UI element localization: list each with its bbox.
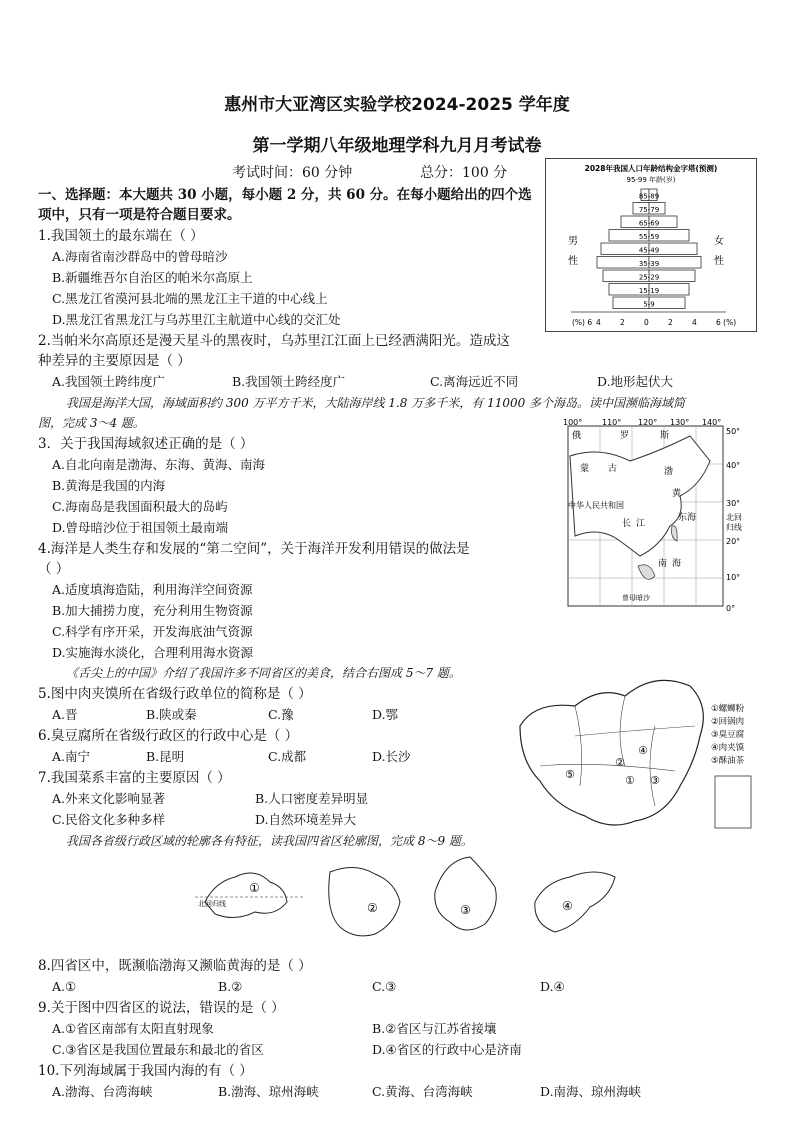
map-label-east-sea: 东海 bbox=[678, 513, 697, 523]
title-line2: 第一学期八年级地理学科九月月考试卷 bbox=[252, 136, 542, 156]
q4-stem-line2: （ ） bbox=[38, 561, 70, 577]
q10-option-c[interactable]: C.黄海、台湾海峡 bbox=[372, 1084, 473, 1099]
q4-option-c[interactable]: C.科学有序开采，开发海底油气资源 bbox=[52, 624, 253, 639]
q2-option-b[interactable]: B.我国领土跨经度广 bbox=[232, 374, 346, 389]
map-lat-40: 40° bbox=[726, 461, 741, 470]
map-label-zengmu: 曾母暗沙 bbox=[622, 594, 650, 602]
food-legend-4: ④肉夹馍 bbox=[711, 743, 745, 753]
pyramid-male-label-1: 男 bbox=[568, 236, 578, 247]
total-score: 总分：100 分 bbox=[420, 165, 508, 181]
outline-label-3: ③ bbox=[460, 903, 471, 917]
pyramid-age-label: 85-89 bbox=[638, 192, 660, 201]
food-marker-4: ④ bbox=[638, 744, 648, 757]
pyramid-female-label-2: 性 bbox=[714, 256, 724, 267]
map-label-mongolia-2: 古 bbox=[608, 464, 618, 474]
q2-option-d[interactable]: D.地形起伏大 bbox=[597, 374, 674, 389]
q8-option-c[interactable]: C.③ bbox=[372, 979, 397, 994]
q6-option-c[interactable]: C.成都 bbox=[268, 749, 307, 764]
q2-option-c[interactable]: C.离海远近不同 bbox=[430, 374, 519, 389]
map-lat-0: 0° bbox=[726, 604, 736, 613]
pyramid-tick-5: 4 bbox=[692, 318, 697, 327]
pyramid-age-label: 55-59 bbox=[638, 233, 660, 241]
pyramid-age-label: 5-9 bbox=[643, 300, 655, 309]
title-line1: 惠州市大亚湾区实验学校2024-2025 学年度 bbox=[224, 95, 570, 115]
q6-option-d[interactable]: D.长沙 bbox=[372, 749, 411, 764]
map-label-south-2: 海 bbox=[672, 559, 682, 569]
q3-option-c[interactable]: C.海南岛是我国面积最大的岛屿 bbox=[52, 499, 228, 514]
q5-option-a[interactable]: A.晋 bbox=[52, 707, 78, 722]
q5-option-c[interactable]: C.豫 bbox=[268, 707, 294, 722]
pyramid-age-label: 25-29 bbox=[638, 273, 660, 282]
q10-option-d[interactable]: D.南海、琼州海峡 bbox=[540, 1084, 642, 1099]
q8-stem: 8.四省区中，既濒临渤海又濒临黄海的是（ ） bbox=[38, 958, 312, 974]
food-marker-3: ③ bbox=[650, 774, 660, 787]
food-marker-2: ② bbox=[615, 756, 625, 769]
pyramid-tick-1: 4 bbox=[596, 318, 601, 327]
q9-option-d[interactable]: D.④省区的行政中心是济南 bbox=[372, 1042, 522, 1057]
q1-option-a[interactable]: A.海南省南沙群岛中的曾母暗沙 bbox=[52, 249, 228, 264]
q7-option-c[interactable]: C.民俗文化多种多样 bbox=[52, 812, 166, 827]
population-pyramid-figure bbox=[545, 158, 757, 332]
q4-option-b[interactable]: B.加大捕捞力度，充分利用生物资源 bbox=[52, 603, 253, 618]
q1-option-c[interactable]: C.黑龙江省漠河县北端的黑龙江主干道的中心线上 bbox=[52, 291, 328, 306]
outline-tropic-label: 北回归线 bbox=[198, 900, 226, 908]
china-food-map bbox=[515, 666, 760, 836]
q9-stem: 9.关于图中四省区的说法，错误的是（ ） bbox=[38, 1000, 285, 1016]
map-label-changjiang-2: 江 bbox=[636, 519, 646, 529]
intro-3-4-line2: 图，完成 3～4 题。 bbox=[38, 416, 145, 430]
q1-option-d[interactable]: D.黑龙江省黑龙江与乌苏里江主航道中心线的交汇处 bbox=[52, 312, 341, 327]
q3-option-b[interactable]: B.黄海是我国的内海 bbox=[52, 478, 166, 493]
map-label-russia-3: 斯 bbox=[660, 431, 670, 441]
map-label-prc: 中华人民共和国 bbox=[568, 501, 624, 510]
pyramid-tick-2: 2 bbox=[620, 318, 625, 327]
food-marker-5: ⑤ bbox=[565, 768, 575, 781]
china-seas-map bbox=[560, 416, 760, 616]
q4-stem-line1: 4.海洋是人类生存和发展的“第二空间”，关于海洋开发利用错误的做法是 bbox=[38, 541, 470, 557]
q5-stem: 5.图中肉夹馍所在省级行政单位的简称是（ ） bbox=[38, 686, 312, 702]
q1-option-b[interactable]: B.新疆维吾尔自治区的帕米尔高原上 bbox=[52, 270, 253, 285]
pyramid-male-label-2: 性 bbox=[568, 256, 578, 267]
map-label-russia-1: 俄 bbox=[572, 431, 582, 441]
intro-3-4-line1: 我国是海洋大国，海域面积约 300 万平方千米，大陆海岸线 1.8 万多千米，有 11000 多个海岛。读中国濒临海域简 bbox=[66, 396, 686, 410]
map-label-south-1: 南 bbox=[658, 559, 668, 569]
q2-stem-line2: 种差异的主要原因是（ ） bbox=[38, 353, 191, 369]
q8-option-a[interactable]: A.① bbox=[52, 979, 77, 994]
pyramid-tick-6: 6 (%) bbox=[716, 318, 737, 327]
map-tropic-1: 北回 bbox=[726, 513, 742, 522]
q4-option-a[interactable]: A.适度填海造陆，利用海洋空间资源 bbox=[52, 582, 253, 597]
food-legend-3: ③臭豆腐 bbox=[711, 730, 745, 740]
pyramid-age-label: 45-49 bbox=[638, 246, 660, 255]
q10-option-a[interactable]: A.渤海、台湾海峡 bbox=[52, 1084, 153, 1099]
q7-option-a[interactable]: A.外来文化影响显著 bbox=[52, 791, 166, 806]
intro-8-9: 我国各省级行政区域的轮廓各有特征，读我国四省区轮廓图，完成 8～9 题。 bbox=[66, 834, 473, 848]
q8-option-b[interactable]: B.② bbox=[218, 979, 243, 994]
map-lat-30: 30° bbox=[726, 499, 741, 508]
q3-stem: 3．关于我国海域叙述正确的是（ ） bbox=[38, 436, 254, 452]
exam-time: 考试时间：60 分钟 bbox=[232, 165, 353, 181]
outline-label-4: ④ bbox=[562, 899, 573, 913]
q6-option-a[interactable]: A.南宁 bbox=[52, 749, 91, 764]
q7-option-b[interactable]: B.人口密度差异明显 bbox=[255, 791, 369, 806]
q6-stem: 6.臭豆腐所在省级行政区的行政中心是（ ） bbox=[38, 728, 299, 744]
q5-option-d[interactable]: D.鄂 bbox=[372, 707, 399, 722]
pyramid-tick-3: 0 bbox=[644, 318, 649, 327]
map-lat-10: 10° bbox=[726, 573, 741, 582]
q3-option-d[interactable]: D.曾母暗沙位于祖国领土最南端 bbox=[52, 520, 229, 535]
map-label-yellow: 黄 bbox=[672, 489, 682, 499]
q2-option-a[interactable]: A.我国领土跨纬度广 bbox=[52, 374, 166, 389]
pyramid-age-label: 65-69 bbox=[638, 219, 660, 228]
pyramid-age-label: 35-39 bbox=[638, 260, 660, 268]
map-lon-110: 110° bbox=[602, 418, 622, 427]
province-outlines-figure bbox=[195, 852, 625, 950]
food-legend-2: ②回锅肉 bbox=[711, 717, 745, 727]
food-legend-1: ①螺蛳粉 bbox=[711, 704, 745, 714]
q2-stem-line1: 2.当帕米尔高原还是漫天星斗的黑夜时，乌苏里江江面上已经洒满阳光。造成这 bbox=[38, 333, 510, 349]
q10-stem: 10.下列海域属于我国内海的有（ ） bbox=[38, 1063, 253, 1079]
food-legend-5: ⑤酥油茶 bbox=[711, 756, 745, 766]
q7-stem: 7.我国菜系丰富的主要原因（ ） bbox=[38, 770, 231, 786]
section-heading-line2: 项中，只有一项是符合题目要求。 bbox=[38, 207, 241, 223]
food-marker-1: ① bbox=[625, 774, 635, 787]
map-tropic-2: 归线 bbox=[726, 523, 742, 532]
q5-option-b[interactable]: B.陕或秦 bbox=[146, 707, 197, 722]
map-lat-50: 50° bbox=[726, 427, 741, 436]
map-lon-140: 140° bbox=[702, 418, 722, 427]
q10-option-b[interactable]: B.渤海、琼州海峡 bbox=[218, 1084, 319, 1099]
map-label-mongolia-1: 蒙 bbox=[580, 464, 590, 474]
pyramid-age-label: 15-19 bbox=[638, 287, 660, 295]
q9-option-b[interactable]: B.②省区与江苏省接壤 bbox=[372, 1021, 497, 1036]
q7-option-d[interactable]: D.自然环境差异大 bbox=[255, 812, 357, 827]
map-label-changjiang-1: 长 bbox=[622, 519, 632, 529]
map-label-bohai: 渤 bbox=[664, 467, 674, 477]
q8-option-d[interactable]: D.④ bbox=[540, 979, 565, 994]
map-lon-130: 130° bbox=[670, 418, 690, 427]
outline-label-2: ② bbox=[367, 901, 378, 915]
intro-5-7: 《舌尖上的中国》介绍了我国许多不同省区的美食，结合右图成 5～7 题。 bbox=[66, 666, 461, 680]
pyramid-tick-4: 2 bbox=[668, 318, 673, 327]
q3-option-a[interactable]: A.自北向南是渤海、东海、黄海、南海 bbox=[52, 457, 266, 472]
pyramid-title: 2028年我国人口年龄结构金字塔(预测) bbox=[584, 164, 718, 173]
pyramid-age-unit: 95-99 年龄(岁) bbox=[626, 176, 676, 184]
q9-option-a[interactable]: A.①省区南部有太阳直射现象 bbox=[52, 1021, 214, 1036]
outline-label-1: ① bbox=[249, 881, 260, 895]
pyramid-tick-0: (%) 6 bbox=[572, 318, 593, 327]
section-heading-line1: 一、选择题：本大题共 30 小题，每小题 2 分，共 60 分。在每小题给出的四个选 bbox=[38, 187, 532, 203]
pyramid-female-label-1: 女 bbox=[714, 236, 724, 247]
map-lat-20: 20° bbox=[726, 537, 741, 546]
q1-stem: 1.我国领土的最东端在（ ） bbox=[38, 228, 204, 244]
map-lon-100: 100° bbox=[563, 418, 583, 427]
q6-option-b[interactable]: B.昆明 bbox=[146, 749, 185, 764]
pyramid-age-label: 75-79 bbox=[638, 206, 660, 214]
q4-option-d[interactable]: D.实施海水淡化，合理利用海水资源 bbox=[52, 645, 254, 660]
map-lon-120: 120° bbox=[638, 418, 658, 427]
q9-option-c[interactable]: C.③省区是我国位置最东和最北的省区 bbox=[52, 1042, 264, 1057]
map-label-russia-2: 罗 bbox=[620, 431, 630, 441]
